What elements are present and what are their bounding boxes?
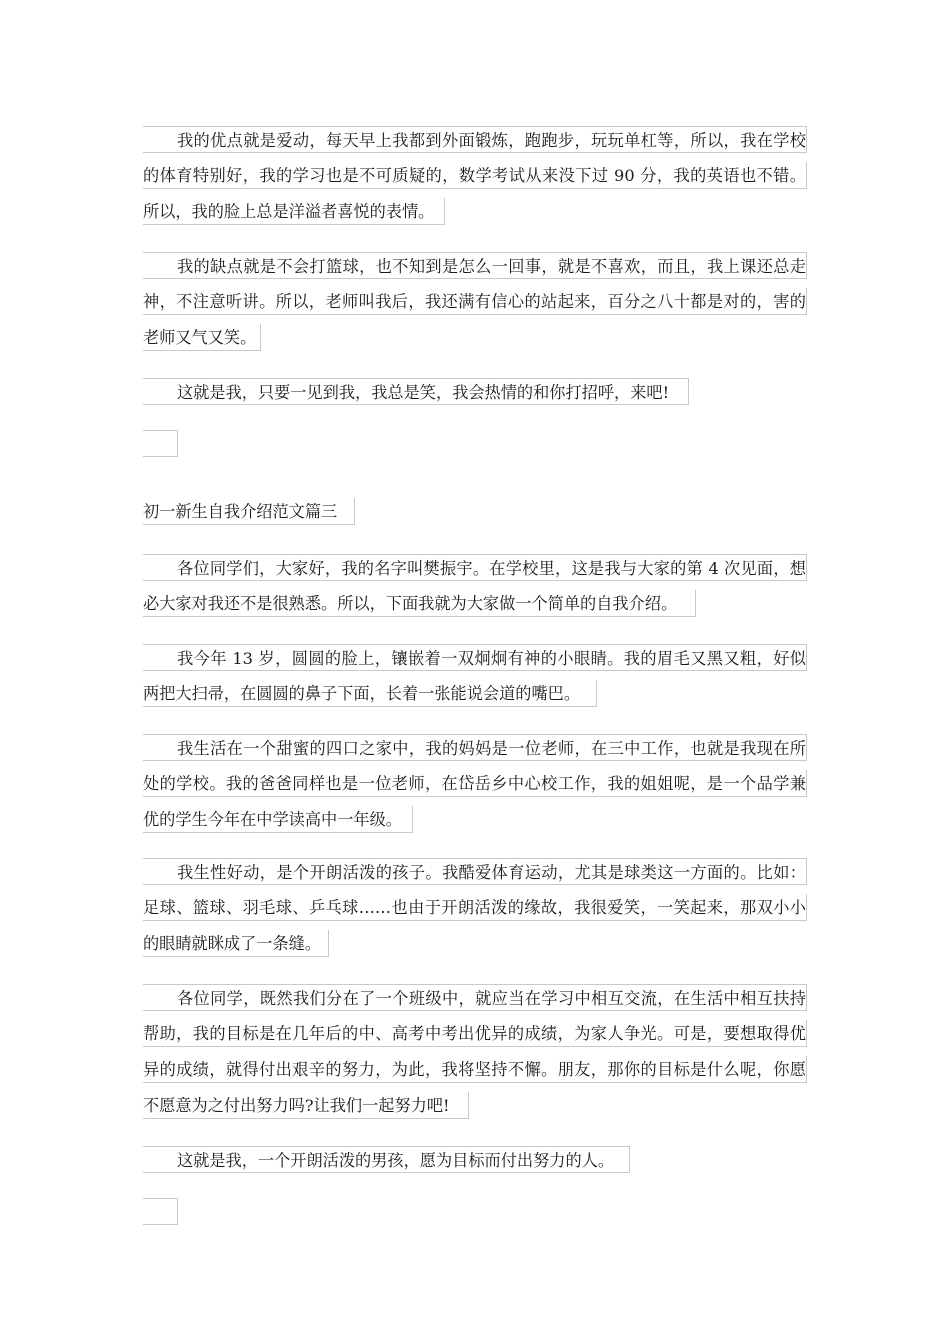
paragraph-2-line-3: 老师又气又笑。 (143, 324, 261, 351)
paragraph-7-line-3: 的眼睛就眯成了一条缝。 (143, 930, 329, 957)
paragraph-8-line-1: 各位同学，既然我们分在了一个班级中，就应当在学习中相互交流，在生活中相互扶持 (143, 984, 807, 1011)
paragraph-4-line-2: 必大家对我还不是很熟悉。所以，下面我就为大家做一个简单的自我介绍。 (143, 590, 696, 617)
paragraph-1-line-2: 的体育特别好，我的学习也是不可质疑的，数学考试从来没下过 90 分，我的英语也不错。 (143, 162, 807, 189)
paragraph-6-line-3: 优的学生今年在中学读高中一年级。 (143, 806, 413, 833)
paragraph-5-line-1: 我今年 13 岁，圆圆的脸上，镶嵌着一双炯炯有神的小眼睛。我的眉毛又黑又粗，好似 (143, 644, 807, 671)
empty-line-box-bottom (143, 1198, 178, 1225)
paragraph-2-line-1: 我的缺点就是不会打篮球，也不知到是怎么一回事，就是不喜欢，而且，我上课还总走 (143, 252, 807, 279)
paragraph-8-line-2: 帮助，我的目标是在几年后的中、高考中考出优异的成绩，为家人争光。可是，要想取得优 (143, 1020, 807, 1047)
paragraph-7-line-1: 我生性好动，是个开朗活泼的孩子。我酷爱体育运动，尤其是球类这一方面的。比如： (143, 858, 807, 885)
section-title: 初一新生自我介绍范文篇三 (143, 498, 355, 525)
paragraph-3-line-1: 这就是我，只要一见到我，我总是笑，我会热情的和你打招呼，来吧! (143, 378, 689, 405)
paragraph-1-line-3: 所以，我的脸上总是洋溢者喜悦的表情。 (143, 198, 445, 225)
paragraph-1-line-1: 我的优点就是爱动，每天早上我都到外面锻炼，跑跑步，玩玩单杠等，所以，我在学校 (143, 126, 807, 153)
paragraph-8-line-4: 不愿意为之付出努力吗?让我们一起努力吧! (143, 1092, 469, 1119)
empty-line-box (143, 430, 178, 457)
paragraph-6-line-2: 处的学校。我的爸爸同样也是一位老师，在岱岳乡中心校工作，我的姐姐呢，是一个品学兼 (143, 770, 807, 797)
paragraph-4-line-1: 各位同学们，大家好，我的名字叫樊振宇。在学校里，这是我与大家的第 4 次见面，想 (143, 554, 807, 581)
paragraph-7-line-2: 足球、篮球、羽毛球、乒乓球……也由于开朗活泼的缘故，我很爱笑，一笑起来，那双小小 (143, 894, 807, 921)
paragraph-2-line-2: 神，不注意听讲。所以，老师叫我后，我还满有信心的站起来，百分之八十都是对的，害的 (143, 288, 807, 315)
paragraph-8-line-3: 异的成绩，就得付出艰辛的努力，为此，我将坚持不懈。朋友，那你的目标是什么呢，你愿 (143, 1056, 807, 1083)
paragraph-9-line-1: 这就是我，一个开朗活泼的男孩，愿为目标而付出努力的人。 (143, 1146, 630, 1173)
paragraph-6-line-1: 我生活在一个甜蜜的四口之家中，我的妈妈是一位老师，在三中工作，也就是我现在所 (143, 734, 807, 761)
paragraph-5-line-2: 两把大扫帚，在圆圆的鼻子下面，长着一张能说会道的嘴巴。 (143, 680, 597, 707)
